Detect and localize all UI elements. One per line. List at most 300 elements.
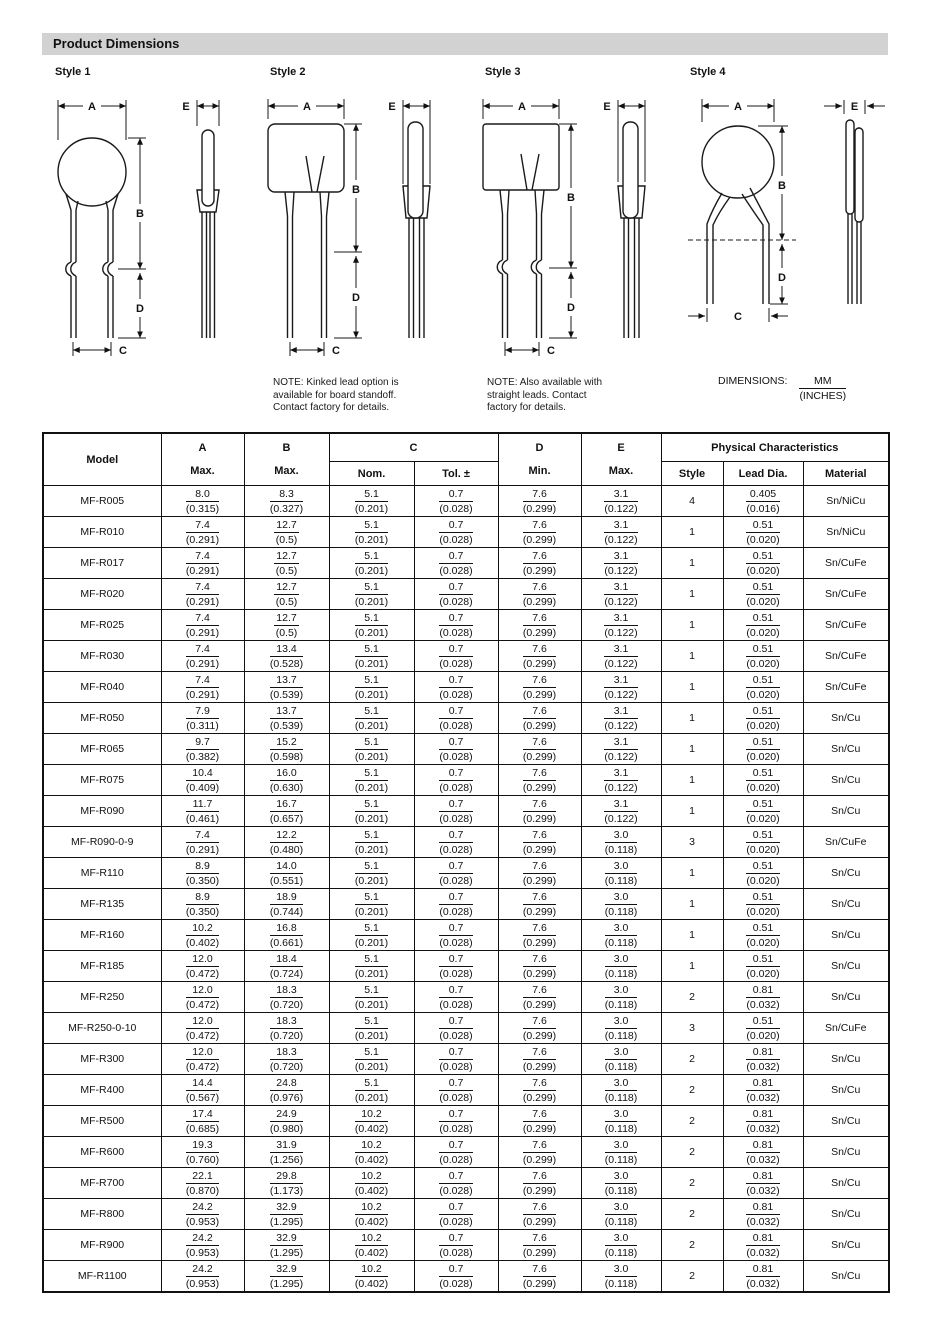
- material-cell: Sn/Cu: [803, 1106, 889, 1137]
- c_nom-cell: $\frac{5.1}{(0.201)}$: [329, 858, 414, 889]
- table-row: [43, 486, 889, 517]
- b-cell: $\frac{32.9}{(1.295)}$: [244, 1230, 329, 1261]
- c_nom-cell: $\frac{5.1}{(0.201)}$: [329, 734, 414, 765]
- lead-cell: $\frac{0.51}{(0.020)}$: [723, 734, 803, 765]
- lead-cell: $\frac{0.51}{(0.020)}$: [723, 579, 803, 610]
- c_nom-cell: $\frac{5.1}{(0.201)}$: [329, 827, 414, 858]
- b-cell: $\frac{8.3}{(0.327)}$: [244, 486, 329, 517]
- lead-cell: $\frac{0.51}{(0.020)}$: [723, 889, 803, 920]
- lead-cell: $\frac{0.51}{(0.020)}$: [723, 827, 803, 858]
- b-cell: $\frac{18.9}{(0.744)}$: [244, 889, 329, 920]
- d-cell: $\frac{7.6}{(0.299)}$: [498, 858, 581, 889]
- a-cell: $\frac{24.2}{(0.953)}$: [161, 1261, 244, 1293]
- e-cell: $\frac{3.0}{(0.118)}$: [581, 858, 661, 889]
- model-cell: MF-R010: [43, 517, 161, 548]
- col-header-b-sub: Max.: [274, 465, 299, 477]
- material-cell: Sn/Cu: [803, 1168, 889, 1199]
- style-cell: 2: [661, 1137, 723, 1168]
- b-cell: $\frac{31.9}{(1.256)}$: [244, 1137, 329, 1168]
- a-cell: $\frac{24.2}{(0.953)}$: [161, 1230, 244, 1261]
- c_nom-cell: $\frac{5.1}{(0.201)}$: [329, 1075, 414, 1106]
- style-2-diagram: [256, 92, 471, 364]
- c_nom-cell: $\frac{10.2}{(0.402)}$: [329, 1199, 414, 1230]
- c_nom-cell: $\frac{5.1}{(0.201)}$: [329, 610, 414, 641]
- dim-label-d: D: [136, 303, 144, 315]
- dim-label-a: A: [734, 101, 742, 113]
- table-row: [43, 951, 889, 982]
- model-cell: MF-R160: [43, 920, 161, 951]
- d-cell: $\frac{7.6}{(0.299)}$: [498, 703, 581, 734]
- e-cell: $\frac{3.0}{(0.118)}$: [581, 1230, 661, 1261]
- model-cell: MF-R1100: [43, 1261, 161, 1293]
- units-inches: (INCHES): [799, 390, 847, 402]
- table-row: [43, 889, 889, 920]
- c_tol-cell: $\frac{0.7}{(0.028)}$: [414, 889, 498, 920]
- style-2-note: NOTE: Kinked lead option is available for board standoff. Contact factory for details.: [273, 377, 399, 413]
- dim-label-c: C: [332, 345, 340, 357]
- a-cell: $\frac{7.4}{(0.291)}$: [161, 579, 244, 610]
- model-cell: MF-R500: [43, 1106, 161, 1137]
- model-cell: MF-R030: [43, 641, 161, 672]
- style-cell: 1: [661, 548, 723, 579]
- style-cell: 1: [661, 703, 723, 734]
- section-title: Product Dimensions: [42, 33, 888, 55]
- model-cell: MF-R135: [43, 889, 161, 920]
- e-cell: $\frac{3.0}{(0.118)}$: [581, 920, 661, 951]
- e-cell: $\frac{3.1}{(0.122)}$: [581, 765, 661, 796]
- col-header-b: [244, 433, 329, 486]
- d-cell: $\frac{7.6}{(0.299)}$: [498, 734, 581, 765]
- style-cell: 1: [661, 889, 723, 920]
- material-cell: Sn/Cu: [803, 1044, 889, 1075]
- d-cell: $\frac{7.6}{(0.299)}$: [498, 1137, 581, 1168]
- style-cell: 2: [661, 1199, 723, 1230]
- model-cell: MF-R110: [43, 858, 161, 889]
- style-cell: 2: [661, 1261, 723, 1293]
- b-cell: $\frac{12.7}{(0.5)}$: [244, 579, 329, 610]
- material-cell: Sn/Cu: [803, 1199, 889, 1230]
- col-header-d: [498, 433, 581, 486]
- table-row: [43, 827, 889, 858]
- style-cell: 3: [661, 1013, 723, 1044]
- c_nom-cell: $\frac{5.1}{(0.201)}$: [329, 765, 414, 796]
- d-cell: $\frac{7.6}{(0.299)}$: [498, 641, 581, 672]
- c_tol-cell: $\frac{0.7}{(0.028)}$: [414, 610, 498, 641]
- c_tol-cell: $\frac{0.7}{(0.028)}$: [414, 920, 498, 951]
- material-cell: Sn/Cu: [803, 1230, 889, 1261]
- style-3-note: NOTE: Also available with straight leads. Contact factory for details.: [487, 377, 603, 413]
- dim-label-a: A: [518, 101, 526, 113]
- table-row: [43, 1230, 889, 1261]
- a-cell: $\frac{7.4}{(0.291)}$: [161, 517, 244, 548]
- material-cell: Sn/Cu: [803, 1137, 889, 1168]
- style-cell: 1: [661, 858, 723, 889]
- e-cell: $\frac{3.1}{(0.122)}$: [581, 579, 661, 610]
- a-cell: $\frac{7.9}{(0.311)}$: [161, 703, 244, 734]
- a-cell: $\frac{11.7}{(0.461)}$: [161, 796, 244, 827]
- d-cell: $\frac{7.6}{(0.299)}$: [498, 1044, 581, 1075]
- material-cell: Sn/NiCu: [803, 486, 889, 517]
- e-cell: $\frac{3.1}{(0.122)}$: [581, 796, 661, 827]
- d-cell: $\frac{7.6}{(0.299)}$: [498, 1075, 581, 1106]
- dim-label-b: B: [567, 192, 575, 204]
- dim-label-c: C: [119, 345, 127, 357]
- dim-label-e: E: [182, 101, 190, 113]
- d-cell: $\frac{7.6}{(0.299)}$: [498, 610, 581, 641]
- style-cell: 3: [661, 827, 723, 858]
- e-cell: $\frac{3.0}{(0.118)}$: [581, 1013, 661, 1044]
- c_nom-cell: $\frac{10.2}{(0.402)}$: [329, 1168, 414, 1199]
- a-cell: $\frac{8.0}{(0.315)}$: [161, 486, 244, 517]
- a-cell: $\frac{12.0}{(0.472)}$: [161, 982, 244, 1013]
- a-cell: $\frac{14.4}{(0.567)}$: [161, 1075, 244, 1106]
- c_tol-cell: $\frac{0.7}{(0.028)}$: [414, 827, 498, 858]
- material-cell: Sn/CuFe: [803, 610, 889, 641]
- d-cell: $\frac{7.6}{(0.299)}$: [498, 1261, 581, 1293]
- style-3-diagram: [471, 92, 686, 364]
- c_nom-cell: $\frac{5.1}{(0.201)}$: [329, 579, 414, 610]
- a-cell: $\frac{24.2}{(0.953)}$: [161, 1199, 244, 1230]
- e-cell: $\frac{3.0}{(0.118)}$: [581, 889, 661, 920]
- c_nom-cell: $\frac{5.1}{(0.201)}$: [329, 1044, 414, 1075]
- c_nom-cell: $\frac{5.1}{(0.201)}$: [329, 889, 414, 920]
- table-body: [43, 486, 889, 1293]
- lead-cell: $\frac{0.51}{(0.020)}$: [723, 703, 803, 734]
- table-row: [43, 1044, 889, 1075]
- dimensions-legend-units: [799, 375, 846, 402]
- style-4-label: Style 4: [690, 66, 726, 78]
- col-header-a-sub: Max.: [190, 465, 215, 477]
- lead-cell: $\frac{0.81}{(0.032)}$: [723, 1261, 803, 1293]
- lead-cell: $\frac{0.51}{(0.020)}$: [723, 548, 803, 579]
- a-cell: $\frac{7.4}{(0.291)}$: [161, 827, 244, 858]
- c_tol-cell: $\frac{0.7}{(0.028)}$: [414, 1106, 498, 1137]
- col-header-e-sub: Max.: [608, 465, 634, 477]
- e-cell: $\frac{3.1}{(0.122)}$: [581, 734, 661, 765]
- style-4-diagram: [686, 92, 906, 364]
- d-cell: $\frac{7.6}{(0.299)}$: [498, 1230, 581, 1261]
- material-cell: Sn/Cu: [803, 889, 889, 920]
- c_nom-cell: $\frac{5.1}{(0.201)}$: [329, 951, 414, 982]
- dim-label-b: B: [352, 184, 360, 196]
- table-row: [43, 858, 889, 889]
- a-cell: $\frac{8.9}{(0.350)}$: [161, 889, 244, 920]
- lead-cell: $\frac{0.51}{(0.020)}$: [723, 641, 803, 672]
- material-cell: Sn/Cu: [803, 920, 889, 951]
- style-cell: 1: [661, 641, 723, 672]
- material-cell: Sn/Cu: [803, 1075, 889, 1106]
- table-row: [43, 982, 889, 1013]
- col-header-b-letter: B: [282, 442, 291, 454]
- d-cell: $\frac{7.6}{(0.299)}$: [498, 486, 581, 517]
- model-cell: MF-R005: [43, 486, 161, 517]
- table-row: [43, 610, 889, 641]
- table-row: [43, 1106, 889, 1137]
- table-row: [43, 1168, 889, 1199]
- lead-cell: $\frac{0.51}{(0.020)}$: [723, 1013, 803, 1044]
- table-row: [43, 796, 889, 827]
- model-cell: MF-R900: [43, 1230, 161, 1261]
- style-cell: 1: [661, 765, 723, 796]
- a-cell: $\frac{7.4}{(0.291)}$: [161, 641, 244, 672]
- style-cell: 2: [661, 1230, 723, 1261]
- e-cell: $\frac{3.0}{(0.118)}$: [581, 827, 661, 858]
- style-2-label: Style 2: [270, 66, 306, 78]
- a-cell: $\frac{9.7}{(0.382)}$: [161, 734, 244, 765]
- e-cell: $\frac{3.1}{(0.122)}$: [581, 610, 661, 641]
- c_tol-cell: $\frac{0.7}{(0.028)}$: [414, 1013, 498, 1044]
- style-cell: 2: [661, 1075, 723, 1106]
- d-cell: $\frac{7.6}{(0.299)}$: [498, 517, 581, 548]
- c_nom-cell: $\frac{5.1}{(0.201)}$: [329, 1013, 414, 1044]
- c_nom-cell: $\frac{5.1}{(0.201)}$: [329, 548, 414, 579]
- col-header-c-tol: Tol. ±: [414, 462, 498, 486]
- e-cell: $\frac{3.1}{(0.122)}$: [581, 548, 661, 579]
- material-cell: Sn/Cu: [803, 796, 889, 827]
- lead-cell: $\frac{0.51}{(0.020)}$: [723, 796, 803, 827]
- c_tol-cell: $\frac{0.7}{(0.028)}$: [414, 517, 498, 548]
- c_nom-cell: $\frac{10.2}{(0.402)}$: [329, 1106, 414, 1137]
- model-cell: MF-R065: [43, 734, 161, 765]
- d-cell: $\frac{7.6}{(0.299)}$: [498, 1168, 581, 1199]
- dim-label-e: E: [388, 101, 396, 113]
- lead-cell: $\frac{0.51}{(0.020)}$: [723, 517, 803, 548]
- style-1-diagram: [40, 92, 255, 364]
- style-cell: 1: [661, 734, 723, 765]
- dimensions-legend-label: DIMENSIONS:: [718, 375, 788, 387]
- b-cell: $\frac{12.7}{(0.5)}$: [244, 610, 329, 641]
- material-cell: Sn/CuFe: [803, 827, 889, 858]
- c_nom-cell: $\frac{5.1}{(0.201)}$: [329, 982, 414, 1013]
- c_tol-cell: $\frac{0.7}{(0.028)}$: [414, 951, 498, 982]
- b-cell: $\frac{16.7}{(0.657)}$: [244, 796, 329, 827]
- d-cell: $\frac{7.6}{(0.299)}$: [498, 672, 581, 703]
- c_nom-cell: $\frac{5.1}{(0.201)}$: [329, 920, 414, 951]
- material-cell: Sn/Cu: [803, 951, 889, 982]
- dim-label-e: E: [603, 101, 611, 113]
- c_tol-cell: $\frac{0.7}{(0.028)}$: [414, 734, 498, 765]
- b-cell: $\frac{32.9}{(1.295)}$: [244, 1261, 329, 1293]
- col-header-c-nom: Nom.: [329, 462, 414, 486]
- style-cell: 4: [661, 486, 723, 517]
- dim-label-d: D: [352, 292, 360, 304]
- c_nom-cell: $\frac{5.1}{(0.201)}$: [329, 517, 414, 548]
- model-cell: MF-R600: [43, 1137, 161, 1168]
- c_nom-cell: $\frac{10.2}{(0.402)}$: [329, 1230, 414, 1261]
- d-cell: $\frac{7.6}{(0.299)}$: [498, 1199, 581, 1230]
- a-cell: $\frac{12.0}{(0.472)}$: [161, 1044, 244, 1075]
- col-header-a: [161, 433, 244, 486]
- a-cell: $\frac{12.0}{(0.472)}$: [161, 951, 244, 982]
- a-cell: $\frac{12.0}{(0.472)}$: [161, 1013, 244, 1044]
- table-row: [43, 1199, 889, 1230]
- dim-label-c: C: [734, 311, 742, 323]
- style-cell: 1: [661, 920, 723, 951]
- c_tol-cell: $\frac{0.7}{(0.028)}$: [414, 1168, 498, 1199]
- units-mm: MM: [799, 375, 846, 389]
- model-cell: MF-R020: [43, 579, 161, 610]
- c_tol-cell: $\frac{0.7}{(0.028)}$: [414, 1199, 498, 1230]
- e-cell: $\frac{3.1}{(0.122)}$: [581, 672, 661, 703]
- col-header-e: [581, 433, 661, 486]
- table-row: [43, 765, 889, 796]
- table-row: [43, 641, 889, 672]
- model-cell: MF-R025: [43, 610, 161, 641]
- e-cell: $\frac{3.0}{(0.118)}$: [581, 1137, 661, 1168]
- lead-cell: $\frac{0.81}{(0.032)}$: [723, 1137, 803, 1168]
- c_tol-cell: $\frac{0.7}{(0.028)}$: [414, 1137, 498, 1168]
- lead-cell: $\frac{0.51}{(0.020)}$: [723, 765, 803, 796]
- a-cell: $\frac{8.9}{(0.350)}$: [161, 858, 244, 889]
- c_tol-cell: $\frac{0.7}{(0.028)}$: [414, 641, 498, 672]
- lead-cell: $\frac{0.81}{(0.032)}$: [723, 1230, 803, 1261]
- table-row: [43, 672, 889, 703]
- b-cell: $\frac{18.4}{(0.724)}$: [244, 951, 329, 982]
- col-header-style: Style: [661, 462, 723, 486]
- c_tol-cell: $\frac{0.7}{(0.028)}$: [414, 548, 498, 579]
- table-row: [43, 1261, 889, 1293]
- a-cell: $\frac{10.4}{(0.409)}$: [161, 765, 244, 796]
- c_tol-cell: $\frac{0.7}{(0.028)}$: [414, 1044, 498, 1075]
- lead-cell: $\frac{0.405}{(0.016)}$: [723, 486, 803, 517]
- style-3-label: Style 3: [485, 66, 521, 78]
- dim-label-b: B: [136, 208, 144, 220]
- lead-cell: $\frac{0.81}{(0.032)}$: [723, 982, 803, 1013]
- e-cell: $\frac{3.1}{(0.122)}$: [581, 703, 661, 734]
- lead-cell: $\frac{0.81}{(0.032)}$: [723, 1168, 803, 1199]
- col-header-d-letter: D: [535, 442, 544, 454]
- d-cell: $\frac{7.6}{(0.299)}$: [498, 920, 581, 951]
- dim-label-d: D: [567, 302, 575, 314]
- a-cell: $\frac{17.4}{(0.685)}$: [161, 1106, 244, 1137]
- e-cell: $\frac{3.1}{(0.122)}$: [581, 641, 661, 672]
- material-cell: Sn/Cu: [803, 982, 889, 1013]
- lead-cell: $\frac{0.51}{(0.020)}$: [723, 951, 803, 982]
- d-cell: $\frac{7.6}{(0.299)}$: [498, 951, 581, 982]
- style-cell: 1: [661, 672, 723, 703]
- c_tol-cell: $\frac{0.7}{(0.028)}$: [414, 1261, 498, 1293]
- b-cell: $\frac{18.3}{(0.720)}$: [244, 1044, 329, 1075]
- c_tol-cell: $\frac{0.7}{(0.028)}$: [414, 579, 498, 610]
- c_tol-cell: $\frac{0.7}{(0.028)}$: [414, 765, 498, 796]
- col-header-physical: Physical Characteristics: [661, 433, 889, 462]
- model-cell: MF-R050: [43, 703, 161, 734]
- style-cell: 1: [661, 796, 723, 827]
- table-row: [43, 1075, 889, 1106]
- lead-cell: $\frac{0.51}{(0.020)}$: [723, 610, 803, 641]
- c_tol-cell: $\frac{0.7}{(0.028)}$: [414, 1075, 498, 1106]
- lead-cell: $\frac{0.81}{(0.032)}$: [723, 1199, 803, 1230]
- c_nom-cell: $\frac{5.1}{(0.201)}$: [329, 703, 414, 734]
- b-cell: $\frac{12.7}{(0.5)}$: [244, 548, 329, 579]
- table-row: [43, 1137, 889, 1168]
- table-row: [43, 703, 889, 734]
- style-cell: 1: [661, 610, 723, 641]
- model-cell: MF-R700: [43, 1168, 161, 1199]
- c_nom-cell: $\frac{5.1}{(0.201)}$: [329, 796, 414, 827]
- material-cell: Sn/CuFe: [803, 672, 889, 703]
- model-cell: MF-R017: [43, 548, 161, 579]
- b-cell: $\frac{13.7}{(0.539)}$: [244, 703, 329, 734]
- model-cell: MF-R040: [43, 672, 161, 703]
- style-cell: 2: [661, 1168, 723, 1199]
- b-cell: $\frac{12.7}{(0.5)}$: [244, 517, 329, 548]
- style-cell: 2: [661, 1106, 723, 1137]
- dimensions-legend: [718, 375, 846, 402]
- a-cell: $\frac{22.1}{(0.870)}$: [161, 1168, 244, 1199]
- e-cell: $\frac{3.1}{(0.122)}$: [581, 517, 661, 548]
- product-dimensions-table: [42, 432, 890, 1293]
- b-cell: $\frac{16.0}{(0.630)}$: [244, 765, 329, 796]
- material-cell: Sn/NiCu: [803, 517, 889, 548]
- c_nom-cell: $\frac{10.2}{(0.402)}$: [329, 1261, 414, 1293]
- a-cell: $\frac{19.3}{(0.760)}$: [161, 1137, 244, 1168]
- col-header-lead-dia: Lead Dia.: [723, 462, 803, 486]
- b-cell: $\frac{13.7}{(0.539)}$: [244, 672, 329, 703]
- lead-cell: $\frac{0.51}{(0.020)}$: [723, 920, 803, 951]
- a-cell: $\frac{7.4}{(0.291)}$: [161, 610, 244, 641]
- style-cell: 1: [661, 517, 723, 548]
- c_tol-cell: $\frac{0.7}{(0.028)}$: [414, 672, 498, 703]
- b-cell: $\frac{13.4}{(0.528)}$: [244, 641, 329, 672]
- a-cell: $\frac{7.4}{(0.291)}$: [161, 672, 244, 703]
- material-cell: Sn/Cu: [803, 858, 889, 889]
- model-cell: MF-R185: [43, 951, 161, 982]
- dim-label-d: D: [778, 272, 786, 284]
- c_nom-cell: $\frac{10.2}{(0.402)}$: [329, 1137, 414, 1168]
- a-cell: $\frac{7.4}{(0.291)}$: [161, 548, 244, 579]
- e-cell: $\frac{3.0}{(0.118)}$: [581, 951, 661, 982]
- col-header-d-sub: Min.: [528, 465, 551, 477]
- b-cell: $\frac{24.9}{(0.980)}$: [244, 1106, 329, 1137]
- dim-label-b: B: [778, 180, 786, 192]
- table-row: [43, 920, 889, 951]
- lead-cell: $\frac{0.51}{(0.020)}$: [723, 672, 803, 703]
- material-cell: Sn/Cu: [803, 765, 889, 796]
- e-cell: $\frac{3.0}{(0.118)}$: [581, 1168, 661, 1199]
- d-cell: $\frac{7.6}{(0.299)}$: [498, 765, 581, 796]
- c_nom-cell: $\frac{5.1}{(0.201)}$: [329, 641, 414, 672]
- e-cell: $\frac{3.1}{(0.122)}$: [581, 486, 661, 517]
- b-cell: $\frac{12.2}{(0.480)}$: [244, 827, 329, 858]
- b-cell: $\frac{14.0}{(0.551)}$: [244, 858, 329, 889]
- d-cell: $\frac{7.6}{(0.299)}$: [498, 579, 581, 610]
- table-row: [43, 734, 889, 765]
- c_tol-cell: $\frac{0.7}{(0.028)}$: [414, 796, 498, 827]
- c_nom-cell: $\frac{5.1}{(0.201)}$: [329, 672, 414, 703]
- c_tol-cell: $\frac{0.7}{(0.028)}$: [414, 703, 498, 734]
- e-cell: $\frac{3.0}{(0.118)}$: [581, 1044, 661, 1075]
- style-cell: 2: [661, 1044, 723, 1075]
- lead-cell: $\frac{0.81}{(0.032)}$: [723, 1106, 803, 1137]
- e-cell: $\frac{3.0}{(0.118)}$: [581, 982, 661, 1013]
- col-header-e-letter: E: [617, 442, 625, 454]
- b-cell: $\frac{32.9}{(1.295)}$: [244, 1199, 329, 1230]
- table-row: [43, 1013, 889, 1044]
- e-cell: $\frac{3.0}{(0.118)}$: [581, 1199, 661, 1230]
- lead-cell: $\frac{0.51}{(0.020)}$: [723, 858, 803, 889]
- style-1-label: Style 1: [55, 66, 91, 78]
- d-cell: $\frac{7.6}{(0.299)}$: [498, 889, 581, 920]
- model-cell: MF-R075: [43, 765, 161, 796]
- b-cell: $\frac{15.2}{(0.598)}$: [244, 734, 329, 765]
- model-cell: MF-R300: [43, 1044, 161, 1075]
- col-header-material: Material: [803, 462, 889, 486]
- c_tol-cell: $\frac{0.7}{(0.028)}$: [414, 982, 498, 1013]
- dim-label-c: C: [547, 345, 555, 357]
- material-cell: Sn/Cu: [803, 1261, 889, 1293]
- model-cell: MF-R250: [43, 982, 161, 1013]
